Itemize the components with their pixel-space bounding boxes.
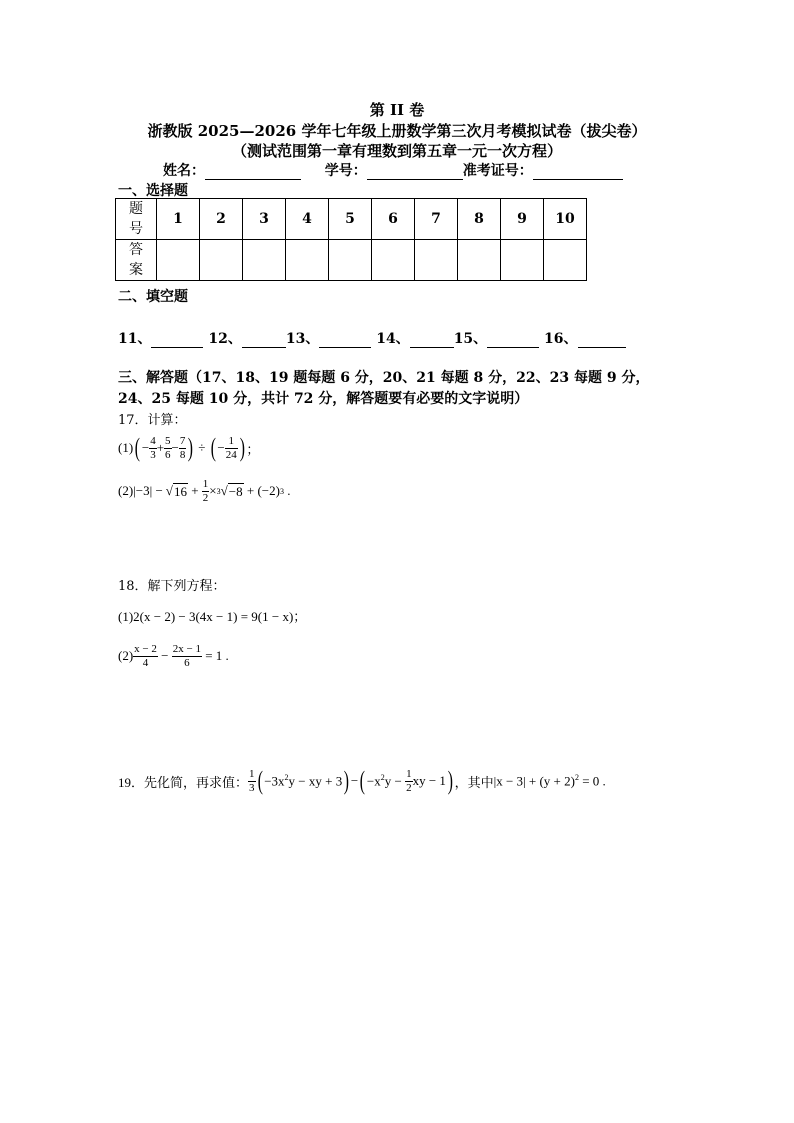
blank-11[interactable] (151, 333, 203, 348)
answer-table (115, 198, 587, 281)
test-scope: （测试范围第一章有理数到第五章一元一次方程） (231, 142, 562, 160)
answer-cell[interactable] (501, 240, 544, 281)
question-number: 8 (458, 199, 501, 240)
name-field[interactable] (205, 165, 301, 180)
question-number: 4 (286, 199, 329, 240)
name-label: 姓名： (163, 163, 205, 179)
answer-cell[interactable] (415, 240, 458, 281)
answer-cell[interactable] (157, 240, 200, 281)
exam-number-field[interactable] (533, 165, 623, 180)
blank-label-11: 11、 (118, 331, 152, 347)
question-17-part2: (2) |−3| − √ 16 + $\frac{1}{2}$ × 3 √ −8 + (−2) 3 . (118, 477, 291, 504)
blank-15[interactable] (487, 333, 539, 348)
question-number: 10 (544, 199, 587, 240)
question-17-label: 17．计算： (118, 413, 187, 428)
part-number: (2) (118, 483, 134, 498)
blank-label-12: 12、 (208, 331, 242, 347)
part-number: (2) (118, 648, 134, 663)
fill-blank-line (118, 328, 626, 348)
blank-16[interactable] (578, 333, 626, 348)
answer-cell[interactable] (329, 240, 372, 281)
section-fill-title: 二、填空题 (118, 289, 188, 305)
answer-cell[interactable] (286, 240, 329, 281)
question-number: 5 (329, 199, 372, 240)
blank-12[interactable] (242, 333, 286, 348)
answer-cell[interactable] (458, 240, 501, 281)
question-number: 9 (501, 199, 544, 240)
blank-14[interactable] (410, 333, 454, 348)
answer-cell[interactable] (243, 240, 286, 281)
section-choice-title: 一、选择题 (118, 183, 188, 199)
question-19: 19．先化简，再求值： $\frac{1}{3}$ ( $-3x^2y$ − xy + 3 ) − ( $-x^2y$ − $\frac{1}{2}$ xy − 1 ) ，其中 $|x - 3| + (y + 2)^2 = 0$ . (118, 766, 606, 795)
row-label-question: 题号 (116, 199, 157, 240)
answer-cell[interactable] (372, 240, 415, 281)
student-id-label: 学号： (324, 163, 367, 179)
question-18-part1: (1)2(x − 2) − 3(4x − 1) = 9(1 − x)； (118, 609, 307, 624)
student-info-line (163, 160, 623, 180)
blank-label-14: 14、 (376, 331, 410, 347)
question-number: 7 (415, 199, 458, 240)
page-title: 浙教版 2025—2026 学年七年级上册数学第三次月考模拟试卷（拔尖卷） (147, 122, 647, 140)
exam-number-label: 准考证号： (462, 163, 533, 179)
question-number: 6 (372, 199, 415, 240)
question-17-part1: (1) ( − $\frac{4}{3}$ + $\frac{5}{6}$ − $\frac{7}{8}$ ) ÷ ( − $\frac{1}{24}$ ) ； (118, 433, 260, 462)
student-id-field[interactable] (367, 165, 463, 180)
table-row (116, 240, 587, 281)
blank-label-15: 15、 (453, 331, 488, 347)
table-row (116, 199, 587, 240)
row-label-answer: 答案 (116, 240, 157, 281)
question-number: 2 (200, 199, 243, 240)
question-number: 3 (243, 199, 286, 240)
answer-cell[interactable] (200, 240, 243, 281)
answer-cell[interactable] (544, 240, 587, 281)
section-solve-title-line1: 三、解答题（17、18、19 题每题 6 分，20、21 每题 8 分，22、23 每题 9 分， (118, 370, 650, 386)
blank-label-13: 13、 (285, 331, 320, 347)
question-19-label: 19．先化简，再求值： (118, 774, 249, 790)
part-number: (1) (118, 440, 134, 455)
blank-13[interactable] (319, 333, 371, 348)
question-18-label: 18．解下列方程： (118, 579, 226, 594)
volume-title: 第 II 卷 (369, 101, 425, 119)
section-solve-title-line2: 24、25 每题 10 分，共计 72 分，解答题要有必要的文字说明） (118, 391, 529, 407)
blank-label-16: 16、 (544, 331, 578, 347)
question-number: 1 (157, 199, 200, 240)
question-18-part2: (2) $\frac{x - 2}{4}$ − $\frac{2x - 1}{6}$ = 1 . (118, 642, 229, 669)
